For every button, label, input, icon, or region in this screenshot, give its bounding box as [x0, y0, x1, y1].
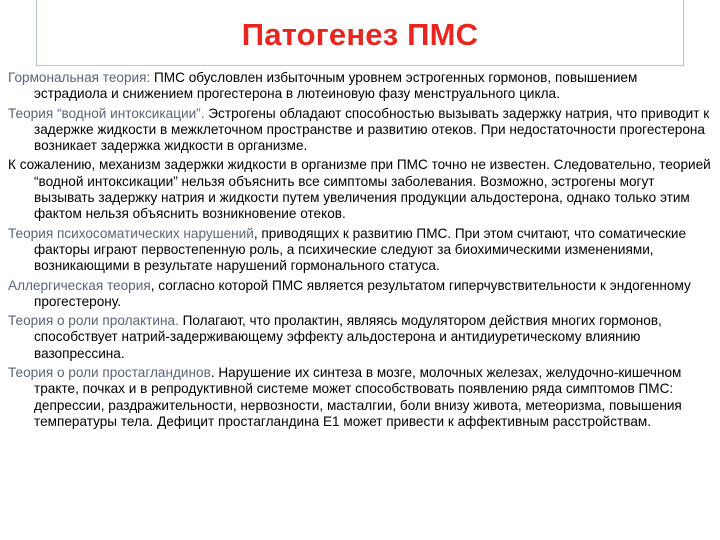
paragraph-text: , приводящих к развитию ПМС. При этом считают, что соматические факторы играют первостепенную роль, а психические следуют за биохимическими изменениями, возникающими в результате нарушений гормонального статуса. [34, 225, 687, 274]
paragraph-prostaglandin-theory [8, 365, 714, 430]
paragraph-text: ПМС обусловлен избыточным уровнем эстрогенных гормонов, повышением эстрадиола и снижением прогестерона в лютеиновую фазу менструального цикла. [34, 70, 638, 102]
paragraph-lead: Гормональная теория: [8, 70, 151, 85]
paragraph-allergic-theory [8, 278, 714, 311]
paragraph-lead: Теория о роли пролактина. [8, 313, 179, 329]
paragraph-text: Эстрогены обладают способностью вызывать задержку натрия, что приводит к задержке жидкости в межклеточном пространстве и развитию отеков. При недостаточности прогестерона возникает задержка жидкости в организме. [34, 105, 710, 154]
paragraph-psychosomatic-theory [8, 226, 714, 275]
title-box [36, 0, 684, 66]
paragraph-hormonal-theory [8, 70, 714, 103]
slide-content [8, 70, 714, 433]
paragraph-text: , согласно которой ПМС является результатом гиперчувствительности к эндогенному прогестерону. [34, 277, 691, 309]
paragraph-water-intoxication-theory [8, 106, 714, 155]
paragraph-lead: Теория о роли простагландинов [8, 365, 211, 381]
paragraph-lead: Аллергическая теория [8, 277, 151, 293]
slide-title: Патогенез ПМС [241, 16, 479, 52]
paragraph-lead: Теория психосоматических нарушений [8, 225, 254, 241]
paragraph-text: Полагают, что пролактин, являясь модулятором действия многих гормонов, способствует натрий-задерживающему эффекту альдостерона и антидиуретическому влиянию вазопрессина. [34, 313, 662, 361]
paragraph-lead: Теория “водной интоксикации”. [8, 105, 205, 121]
paragraph-text: К сожалению, механизм задержки жидкости в организме при ПМС точно не известен. Следовательно, теорией “водной интоксикации” нельзя объяснить все симптомы заболевания. Возможно, эстрогены могут вызывать задержку натрия и жидкости путем увеличения продукции альдостерона, однако только этим фактом нельзя объяснить возникновение отеков. [8, 157, 711, 222]
paragraph-fluid-retention-note [8, 157, 714, 222]
paragraph-prolactin-theory [8, 313, 714, 362]
paragraph-text: . Нарушение их синтеза в мозге, молочных железах, желудочно-кишечном тракте, почках и в репродуктивной системе может способствовать появлению ряда симптомов ПМС: депрессии, раздражительности, нервозности, масталгии, боли внизу живота, метеоризма, повышения температуры тела. Дефицит простагландина Е1 может привести к аффективным расстройствам. [34, 365, 682, 429]
